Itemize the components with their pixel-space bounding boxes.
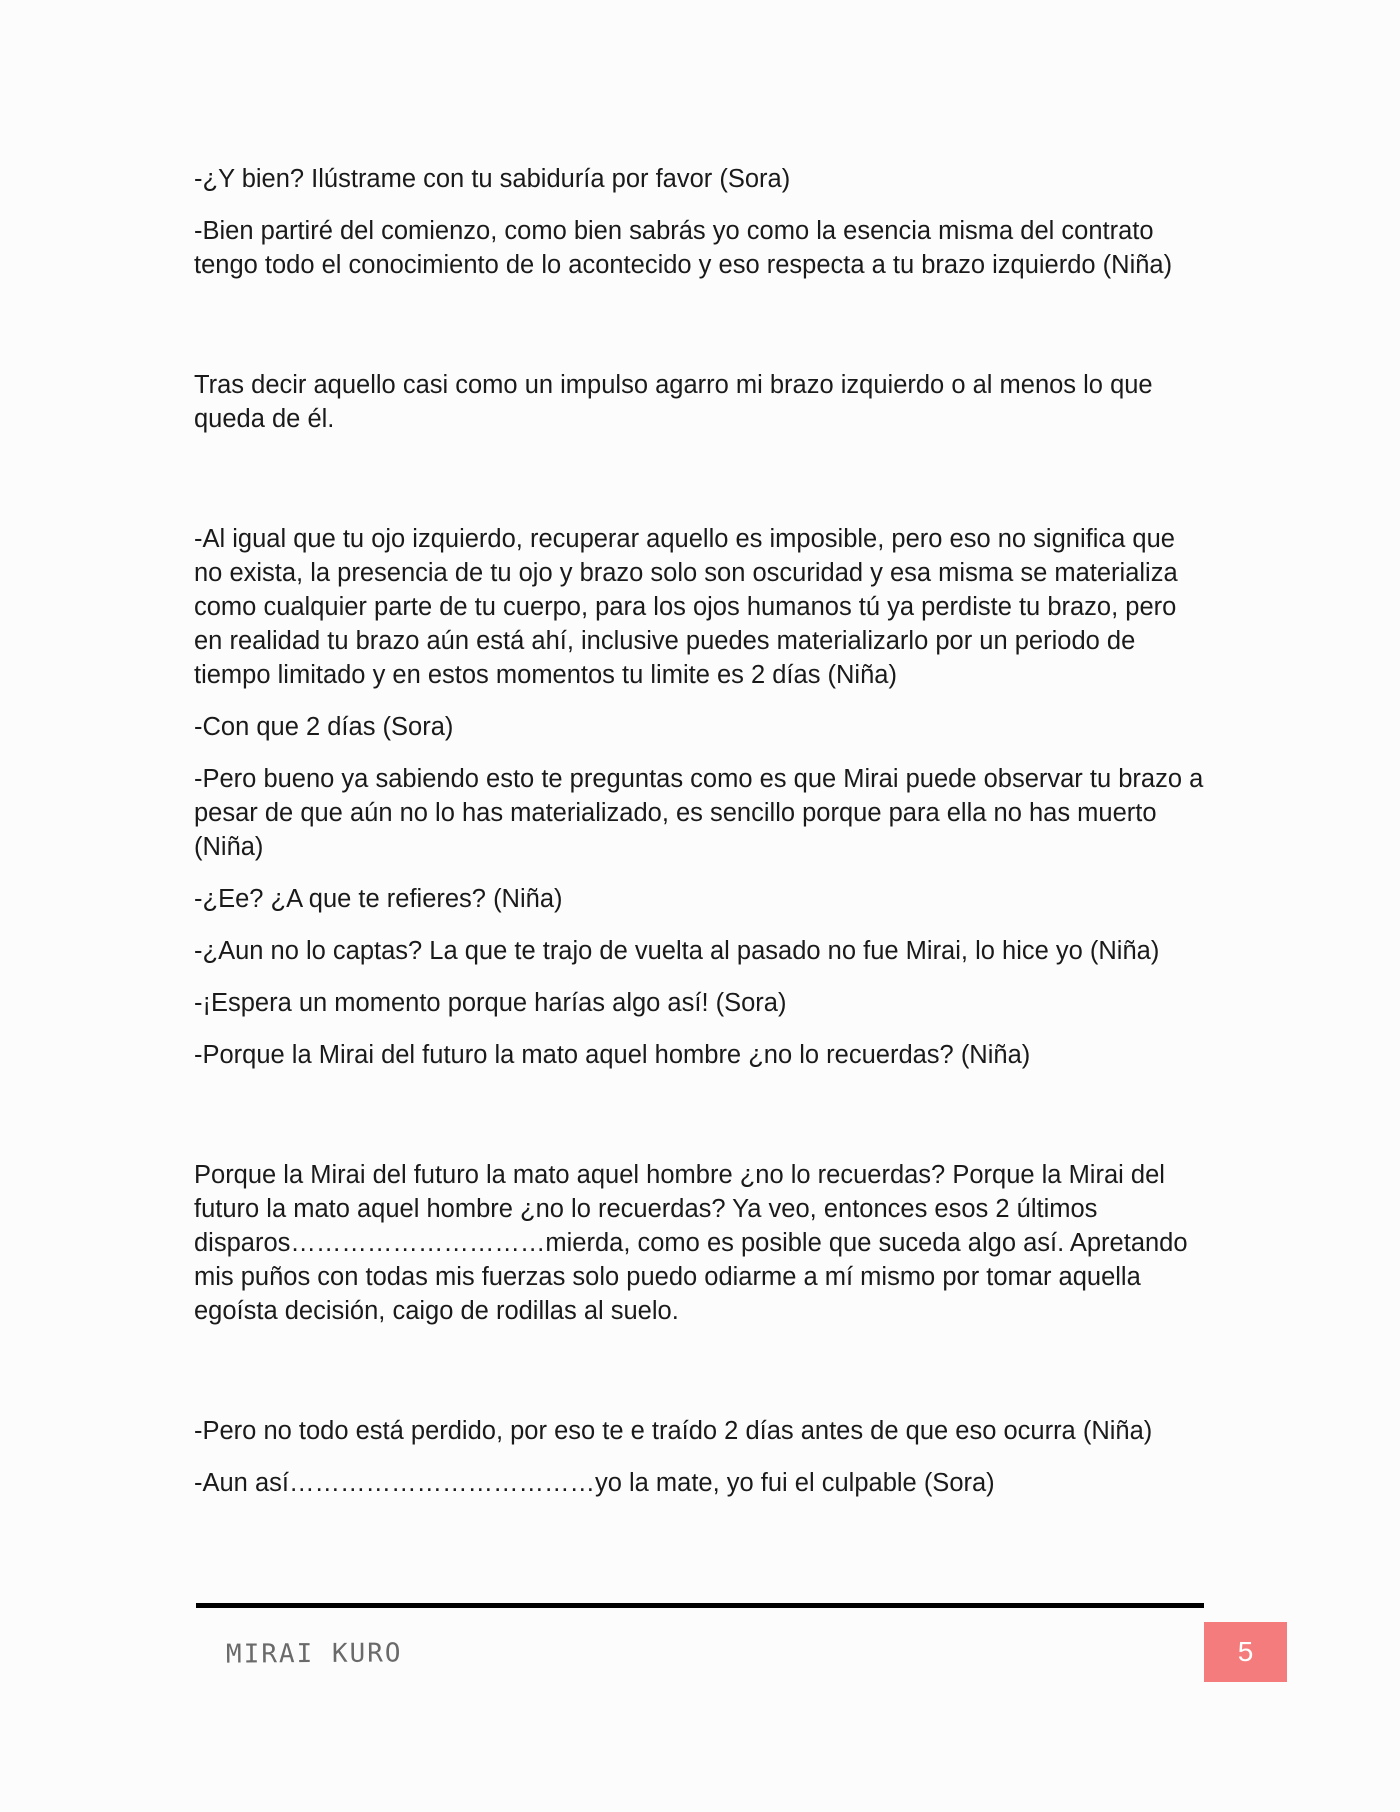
page-number-badge: [1204, 1622, 1287, 1682]
paragraph-dialogue: -Al igual que tu ojo izquierdo, recuperar aquello es imposible, pero eso no significa que no exista, la presencia de tu ojo y brazo solo son oscuridad y esa misma se materializa como cualquier parte de tu cuerpo, para los ojos humanos tú ya perdiste tu brazo, pero en realidad tu brazo aún está ahí, inclusive puedes materializarlo por un periodo de tiempo limitado y en estos momentos tu limite es 2 días (Niña): [194, 525, 1178, 689]
footer-brand-logo: MIRAI KURO: [225, 1638, 403, 1670]
paragraph-dialogue: -Pero bueno ya sabiendo esto te preguntas como es que Mirai puede observar tu brazo a pesar de que aún no lo has materializado, es sencillo porque para ella no has muerto (Niña): [194, 765, 1204, 861]
paragraph-narration: Tras decir aquello casi como un impulso agarro mi brazo izquierdo o al menos lo que queda de él.: [194, 371, 1153, 433]
paragraph-dialogue: -¡Espera un momento porque harías algo así! (Sora): [194, 989, 787, 1017]
paragraph-dialogue: -Con que 2 días (Sora): [194, 713, 454, 741]
paragraph-dialogue: -Porque la Mirai del futuro la mato aquel hombre ¿no lo recuerdas? (Niña): [194, 1041, 1031, 1069]
paragraph-dialogue: -¿Ee? ¿A que te refieres? (Niña): [194, 885, 563, 913]
paragraph-dialogue: -¿Y bien? Ilústrame con tu sabiduría por favor (Sora): [194, 165, 791, 193]
paragraph-dialogue: -Pero no todo está perdido, por eso te e traído 2 días antes de que eso ocurra (Niña): [194, 1417, 1153, 1445]
paragraph-dialogue: -Aun así………………………………yo la mate, yo fui el culpable (Sora): [194, 1469, 995, 1497]
paragraph-narration: Porque la Mirai del futuro la mato aquel hombre ¿no lo recuerdas? Porque la Mirai del futuro la mato aquel hombre ¿no lo recuerdas? Ya veo, entonces esos 2 últimos disparos…………………………mierda, como es posible que suceda algo así. Apretando mis puños con todas mis fuerzas solo puedo odiarme a mí mismo por tomar aquella egoísta decisión, caigo de rodillas al suelo.: [194, 1161, 1188, 1325]
page-number: 5: [1237, 1636, 1254, 1667]
paragraph-dialogue: -Bien partiré del comienzo, como bien sabrás yo como la esencia misma del contrato tengo todo el conocimiento de lo acontecido y eso respecta a tu brazo izquierdo (Niña): [194, 217, 1173, 279]
page-body: [194, 162, 1209, 1500]
paragraph-dialogue: -¿Aun no lo captas? La que te trajo de vuelta al pasado no fue Mirai, lo hice yo (Niña): [194, 937, 1160, 965]
footer-divider: [196, 1603, 1204, 1608]
